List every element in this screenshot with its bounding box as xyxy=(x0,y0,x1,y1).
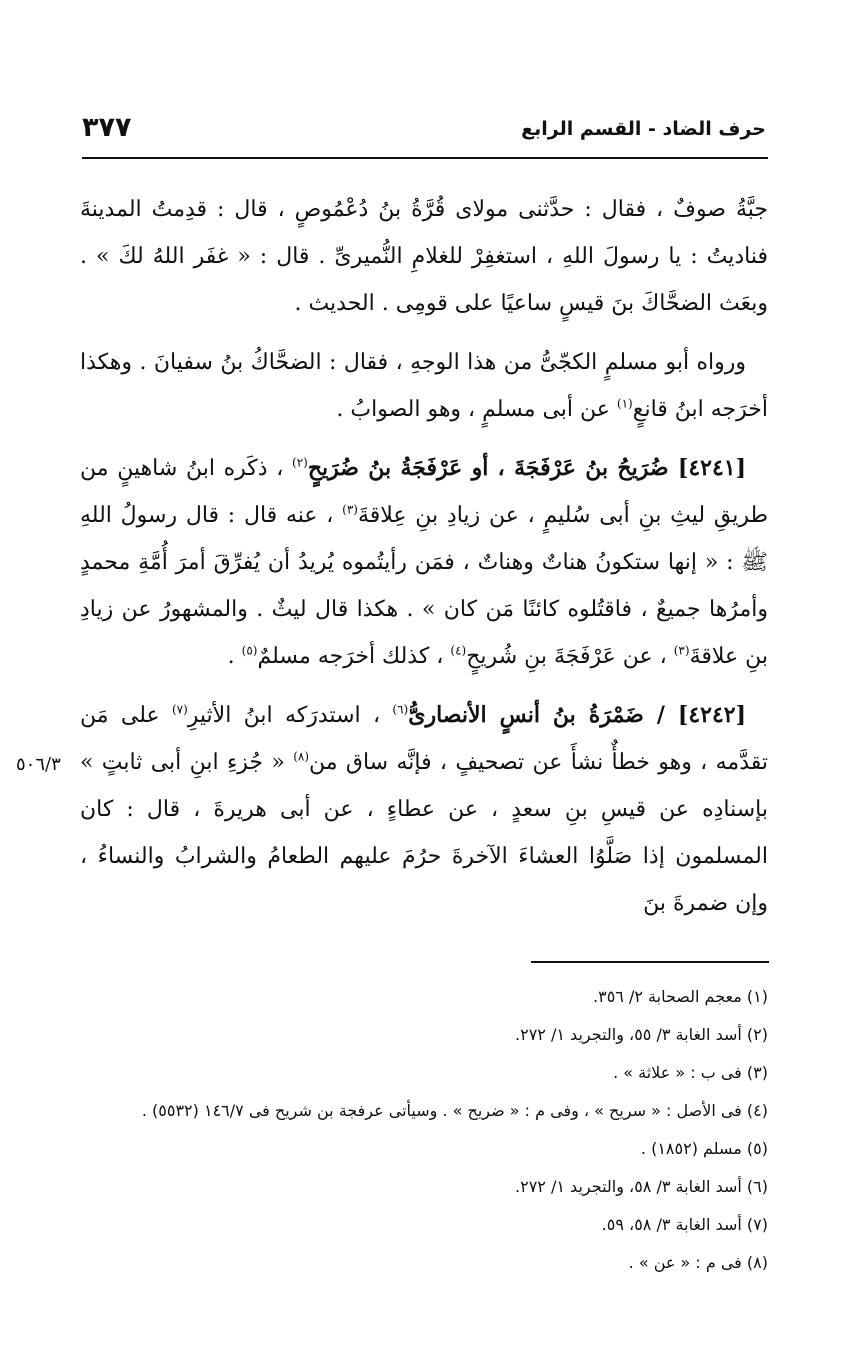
footnote-4: (٤) فى الأصل : « سريح » ، وفى م : « ضريح » . وسيأتى عرفجة بن شريح فى ١٤٦/٧ (٥٥٣٢) . xyxy=(141,1101,768,1120)
entry-4242-text-a: ، استدرَكه ابنُ الأثيرِ xyxy=(187,703,393,728)
page-header xyxy=(82,112,766,154)
footnote-ref-5[interactable]: (٥) xyxy=(241,643,258,658)
footnote-rule xyxy=(531,961,769,963)
entry-4241-text-e: . xyxy=(227,644,242,669)
entry-4241-text-c: ، عن عَرْفَجَةَ بنِ شُريحٍ xyxy=(466,644,674,669)
entry-4242-text-c: « جُزءِ ابنِ أبى ثابتٍ » بإسنادِه عن قيسِ بنِ سعدٍ ، عن عطاءٍ ، عن أبى هريرةَ ، قال : كان المسلمون إذا صَلَّوُا العشاءَ الآخرةَ حرُمَ عليهم الطعامُ والشرابُ والنساءُ ، وإن ضمرةَ بنَ xyxy=(80,750,768,916)
entry-4241-text-b: ، عنه قال : قال رسولُ اللهِ ﷺ : « إنها ستكونُ هناتٌ وهناتٌ ، فمَن رأيتُموه يُريدُ أن يُفرِّقَ أمرَ أُمَّةِ محمدٍ وأمرُها جميعٌ ، فاقتُلوه كائنًا مَن كان » . هكذا قال ليثٌ . والمشهورُ عن زيادِ بنِ علاقةَ xyxy=(80,503,768,669)
main-text xyxy=(80,186,768,927)
entry-4242 xyxy=(80,692,768,927)
entry-4241 xyxy=(80,445,768,680)
footnote-ref-8[interactable]: (٨) xyxy=(293,749,310,764)
footnote-3: (٣) فى ب : « علاثة » . xyxy=(613,1063,768,1082)
footnote-1: (١) معجم الصحابة ٢/ ٣٥٦. xyxy=(593,987,768,1006)
running-title: حرف الضاد - القسم الرابع xyxy=(521,118,766,140)
footnote-ref-6[interactable]: (٦) xyxy=(392,702,409,717)
footnotes xyxy=(80,978,768,1282)
footnote-ref-7[interactable]: (٧) xyxy=(171,702,188,717)
page-number: ٣٧٧ xyxy=(82,112,132,143)
footnote-7: (٧) أسد الغابة ٣/ ٥٨، ٥٩. xyxy=(601,1215,768,1234)
margin-volume-page-note: ٥٠٦/٣ xyxy=(16,754,61,775)
entry-4241-text-a: ، ذكَره ابنُ شاهينٍ من طريقِ ليثِ بنِ أبى سُليمٍ ، عن زيادِ بنِ عِلاقةَ xyxy=(80,456,769,528)
header-rule xyxy=(82,157,768,159)
footnote-ref-3b[interactable]: (٣) xyxy=(673,643,690,658)
footnote-8: (٨) فى م : « عن » . xyxy=(628,1253,768,1272)
footnote-ref-4[interactable]: (٤) xyxy=(450,643,467,658)
footnote-ref-3[interactable]: (٣) xyxy=(342,502,358,517)
entry-4242-title: [٤٢٤٢] / ضَمْرَةُ بنُ أنسٍ الأنصارىُّ xyxy=(408,702,746,728)
entry-4241-text-d: ، كذلك أخرَجه مسلمٌ xyxy=(257,644,451,669)
paragraph-2 xyxy=(80,339,768,433)
footnote-ref-2[interactable]: (٢) xyxy=(292,455,308,470)
paragraph-1: جبَّةُ صوفٌ ، فقال : حدَّثنى مولاى قُرَّةُ بنُ دُعْمُوصٍ ، قال : قدِمتُ المدينةَ فناديتُ : يا رسولَ اللهِ ، استغفِرْ للغلامِ النُّميرىِّ . قال : « غفَر اللهُ لكَ » . وبعَث الضحَّاكَ بنَ قيسٍ ساعيًا على قومِى . الحديث . xyxy=(80,197,768,316)
footnote-6: (٦) أسد الغابة ٣/ ٥٨، والتجريد ١/ ٢٧٢. xyxy=(515,1177,768,1196)
paragraph-2-text-a: ورواه أبو مسلمٍ الكجّىُّ من هذا الوجهِ ، فقال : الضحَّاكُ بنُ سفيانَ . وهكذا أخرَجه ابنُ قانعٍ xyxy=(80,350,768,422)
paragraph-2-text-b: عن أبى مسلمٍ ، وهو الصوابُ . xyxy=(336,397,617,422)
entry-4242-text-b: على مَن تقدَّمه ، وهو خطأٌ نشأَ عن تصحيفٍ ، فإنَّه ساق من xyxy=(80,703,768,775)
entry-4241-title: [٤٢٤١] ضُرَيحُ بنُ عَرْفَجَةَ ، أو عَرْفَجَةُ بنُ ضُرَيحٍ xyxy=(307,455,746,481)
footnote-2: (٢) أسد الغابة ٣/ ٥٥، والتجريد ١/ ٢٧٢. xyxy=(515,1025,768,1044)
footnote-ref-1[interactable]: (١) xyxy=(616,396,633,411)
footnote-5: (٥) مسلم (١٨٥٢) . xyxy=(640,1139,768,1158)
